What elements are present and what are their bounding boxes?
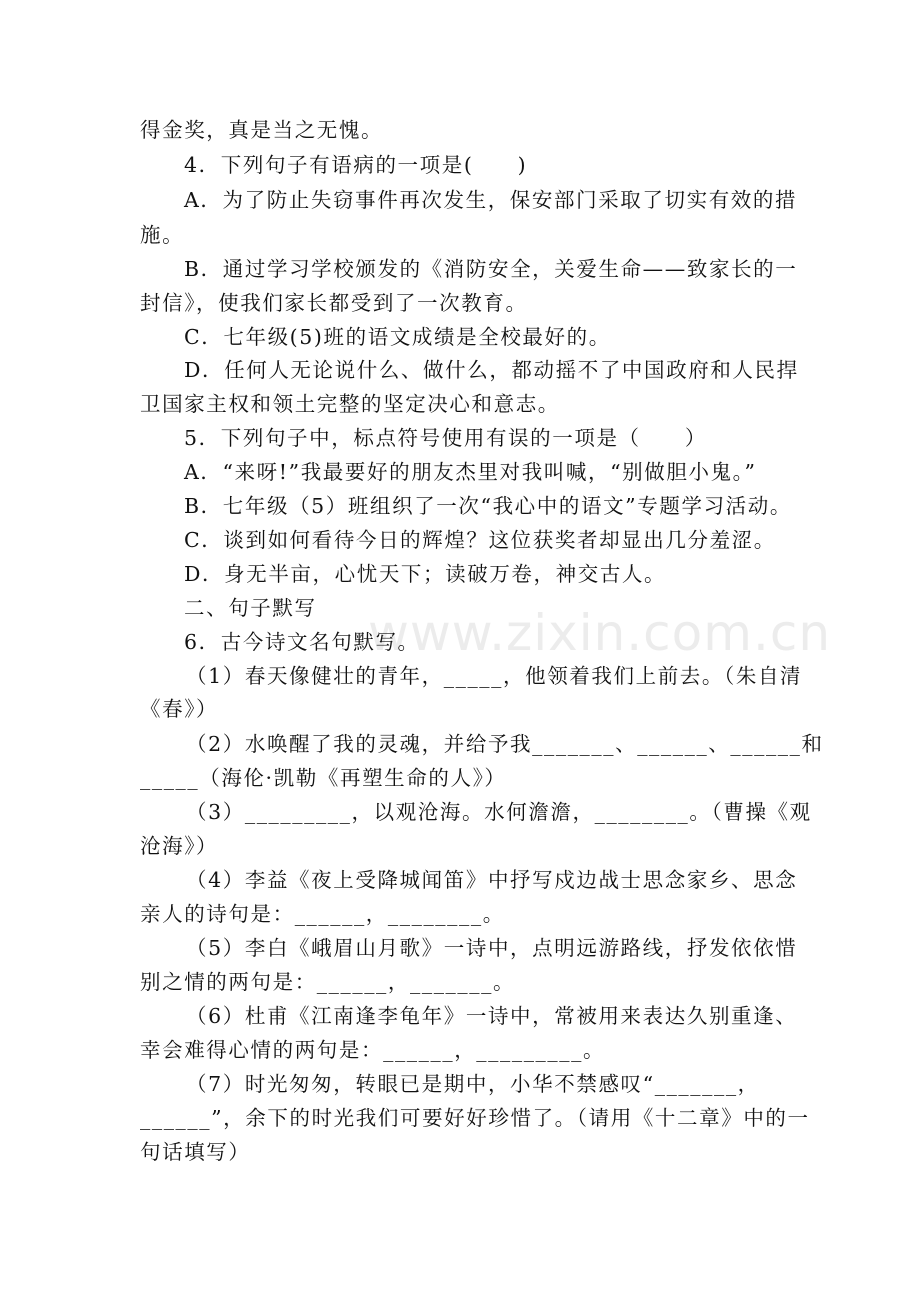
question-6-stem: 6．古今诗文名句默写。 — [184, 630, 420, 654]
option-c: C．七年级(5)班的语文成绩是全校最好的。 — [184, 325, 611, 349]
fill-blank-item-2-continued: _____（海伦·凯勒《再塑生命的人》） — [140, 766, 507, 790]
fill-blank-item-7: （7）时光匆匆，转眼已是期中，小华不禁感叹“_______， — [186, 1072, 760, 1096]
fill-blank-item-5: （5）李白《峨眉山月歌》一诗中，点明远游路线，抒发依依惜 — [186, 936, 798, 960]
option-a: A．“来呀!”我最要好的朋友杰里对我叫喊，“别做胆小鬼。” — [184, 460, 757, 484]
option-a: A．为了防止失窃事件再次发生，保安部门采取了切实有效的措 — [184, 188, 798, 212]
fill-blank-item-2: （2）水唤醒了我的灵魂，并给予我_______、______、______和 — [186, 732, 824, 756]
fill-blank-item-3: （3）_________，以观沧海。水何澹澹，________。（曹操《观 — [186, 800, 812, 824]
fill-blank-item-6: （6）杜甫《江南逢李龟年》一诗中，常被用来表达久别重逢、 — [186, 1004, 798, 1028]
option-b: B．通过学习学校颁发的《消防安全，关爱生命——致家长的一 — [184, 257, 798, 281]
fill-blank-item-6-continued: 幸会难得心情的两句是：______，_________。 — [140, 1038, 606, 1062]
fill-blank-item-1: （1）春天像健壮的青年，_____，他领着我们上前去。（朱自清 — [186, 664, 803, 688]
watermark: www.zixin.com.cn — [368, 604, 832, 662]
paragraph-line: 得金奖，真是当之无愧。 — [140, 118, 384, 142]
fill-blank-item-5-continued: 别之情的两句是：______，_______。 — [140, 970, 516, 994]
fill-blank-item-4-continued: 亲人的诗句是：______，________。 — [140, 902, 505, 926]
option-d: D．任何人无论说什么、做什么，都动摇不了中国政府和人民捍 — [184, 358, 799, 382]
fill-blank-item-4: （4）李益《夜上受降城闻笛》中抒写戍边战士思念家乡、思念 — [186, 868, 798, 892]
option-a-continued: 施。 — [140, 223, 185, 247]
fill-blank-item-3-continued: 沧海》） — [140, 834, 219, 858]
option-b: B．七年级（5）班组织了一次“我心中的语文”专题学习活动。 — [184, 494, 792, 518]
fill-blank-item-1-continued: 《春》） — [140, 697, 219, 721]
question-4-stem: 4．下列句子有语病的一项是( ) — [184, 153, 528, 177]
question-5-stem: 5．下列句子中，标点符号使用有误的一项是（ ） — [184, 426, 707, 450]
option-c: C．谈到如何看待今日的辉煌？这位获奖者却显出几分羞涩。 — [184, 528, 776, 552]
fill-blank-item-7-continued: 句话填写） — [140, 1140, 251, 1164]
section-heading: 二、句子默写 — [184, 596, 317, 620]
fill-blank-item-7-continued: ______”，余下的时光我们可要好好珍惜了。（请用《十二章》中的一 — [140, 1106, 810, 1130]
option-d-continued: 卫国家主权和领土完整的坚定决心和意志。 — [140, 392, 560, 416]
option-d: D．身无半亩，心忧天下；读破万卷，神交古人。 — [184, 562, 667, 586]
option-b-continued: 封信》，使我们家长都受到了一次教育。 — [140, 291, 528, 315]
